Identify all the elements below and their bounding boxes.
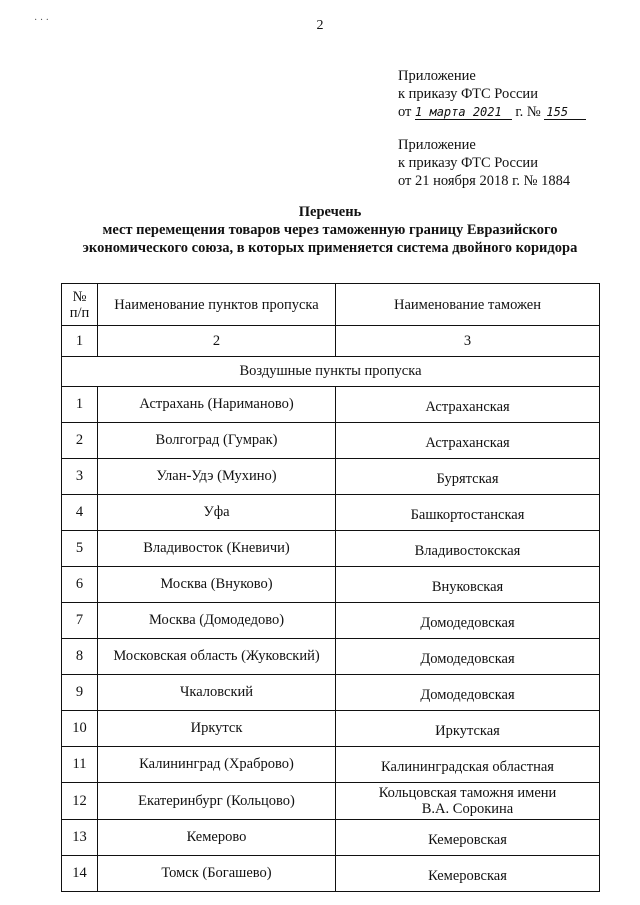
- table-row: [62, 387, 600, 423]
- checkpoint-name-cell: Чкаловский: [98, 675, 336, 711]
- customs-name-cell: Владивостокская: [336, 531, 600, 567]
- column-number-cell: 3: [336, 326, 600, 357]
- row-number-cell: 13: [62, 820, 98, 856]
- scan-margin-marks: · · ·: [34, 15, 49, 26]
- appendix-original-order: [398, 136, 570, 190]
- title-line: мест перемещения товаров через таможенную границу Евразийского: [102, 222, 558, 238]
- header-number-cell: № п/п: [62, 284, 98, 326]
- appendix-date-line: от 21 ноября 2018 г. № 1884: [398, 173, 571, 189]
- table-row: [62, 675, 600, 711]
- table-row: [62, 856, 600, 892]
- table-header-row: [62, 284, 600, 326]
- customs-name-cell: Домодедовская: [336, 603, 600, 639]
- page-number: 2: [316, 18, 324, 33]
- column-number-cell: 1: [62, 326, 98, 357]
- customs-name-line: В.А. Сорокина: [421, 801, 514, 817]
- customs-name-cell: Бурятская: [336, 459, 600, 495]
- row-number-cell: 1: [62, 387, 98, 423]
- number-sign: №: [526, 104, 541, 120]
- appendix-current-order: [398, 67, 586, 121]
- section-title: Воздушные пункты пропуска: [62, 357, 600, 387]
- customs-name-cell: [336, 783, 600, 820]
- customs-name-line: Кольцовская таможня имени: [378, 785, 557, 801]
- appendix-label: Приложение: [398, 68, 476, 84]
- table-row: [62, 820, 600, 856]
- table-row: [62, 711, 600, 747]
- row-number-cell: 8: [62, 639, 98, 675]
- date-prefix: от: [398, 104, 412, 120]
- appendix-label: Приложение: [398, 137, 476, 153]
- column-numbers-row: [62, 326, 600, 357]
- customs-name-cell: Калининградская областная: [336, 747, 600, 783]
- table-row: [62, 531, 600, 567]
- customs-name-cell: Внуковская: [336, 567, 600, 603]
- customs-name-cell: Кемеровская: [336, 820, 600, 856]
- row-number-cell: 10: [62, 711, 98, 747]
- checkpoint-name-cell: Московская область (Жуковский): [98, 639, 336, 675]
- row-number-cell: 7: [62, 603, 98, 639]
- checkpoint-name-cell: Владивосток (Кневичи): [98, 531, 336, 567]
- header-customs-cell: Наименование таможен: [336, 284, 600, 326]
- table-row: [62, 639, 600, 675]
- table-row: [62, 567, 600, 603]
- checkpoint-name-cell: Уфа: [98, 495, 336, 531]
- table-row: [62, 459, 600, 495]
- appendix-order-ref: к приказу ФТС России: [398, 86, 538, 102]
- row-number-cell: 11: [62, 747, 98, 783]
- appendix-date-line: [398, 103, 586, 121]
- column-number-cell: 2: [98, 326, 336, 357]
- customs-name-cell: Башкортостанская: [336, 495, 600, 531]
- customs-name-cell: Астраханская: [336, 387, 600, 423]
- table-row: [62, 783, 600, 820]
- handwritten-date: 1 марта 2021: [415, 105, 512, 120]
- checkpoint-name-cell: Томск (Богашево): [98, 856, 336, 892]
- checkpoint-name-cell: Калининград (Храброво): [98, 747, 336, 783]
- row-number-cell: 3: [62, 459, 98, 495]
- checkpoint-name-cell: Астрахань (Нариманово): [98, 387, 336, 423]
- checkpoint-name-cell: Иркутск: [98, 711, 336, 747]
- document-title: [60, 203, 600, 257]
- customs-name-cell: Кемеровская: [336, 856, 600, 892]
- table-row: [62, 603, 600, 639]
- table-row: [62, 423, 600, 459]
- checkpoint-name-cell: Волгоград (Гумрак): [98, 423, 336, 459]
- customs-name-cell: Астраханская: [336, 423, 600, 459]
- appendix-order-ref: к приказу ФТС России: [398, 155, 538, 171]
- row-number-cell: 14: [62, 856, 98, 892]
- checkpoint-name-cell: Москва (Внуково): [98, 567, 336, 603]
- title-heading: Перечень: [298, 204, 362, 220]
- table-row: [62, 747, 600, 783]
- row-number-cell: 2: [62, 423, 98, 459]
- customs-name-cell: Домодедовская: [336, 639, 600, 675]
- customs-name-cell: Домодедовская: [336, 675, 600, 711]
- checkpoint-name-cell: Кемерово: [98, 820, 336, 856]
- checkpoint-name-cell: Екатеринбург (Кольцово): [98, 783, 336, 820]
- customs-name-cell: Иркутская: [336, 711, 600, 747]
- checkpoint-name-cell: Москва (Домодедово): [98, 603, 336, 639]
- checkpoints-table: [61, 283, 600, 892]
- checkpoint-name-cell: Улан-Удэ (Мухино): [98, 459, 336, 495]
- row-number-cell: 6: [62, 567, 98, 603]
- header-points-cell: Наименование пунктов пропуска: [98, 284, 336, 326]
- row-number-cell: 5: [62, 531, 98, 567]
- handwritten-number: 155: [544, 105, 586, 120]
- row-number-cell: 4: [62, 495, 98, 531]
- row-number-cell: 9: [62, 675, 98, 711]
- row-number-cell: 12: [62, 783, 98, 820]
- table-row: [62, 495, 600, 531]
- year-suffix: г.: [515, 104, 524, 120]
- title-line: экономического союза, в которых применяется система двойного коридора: [82, 240, 578, 256]
- section-row: [62, 357, 600, 387]
